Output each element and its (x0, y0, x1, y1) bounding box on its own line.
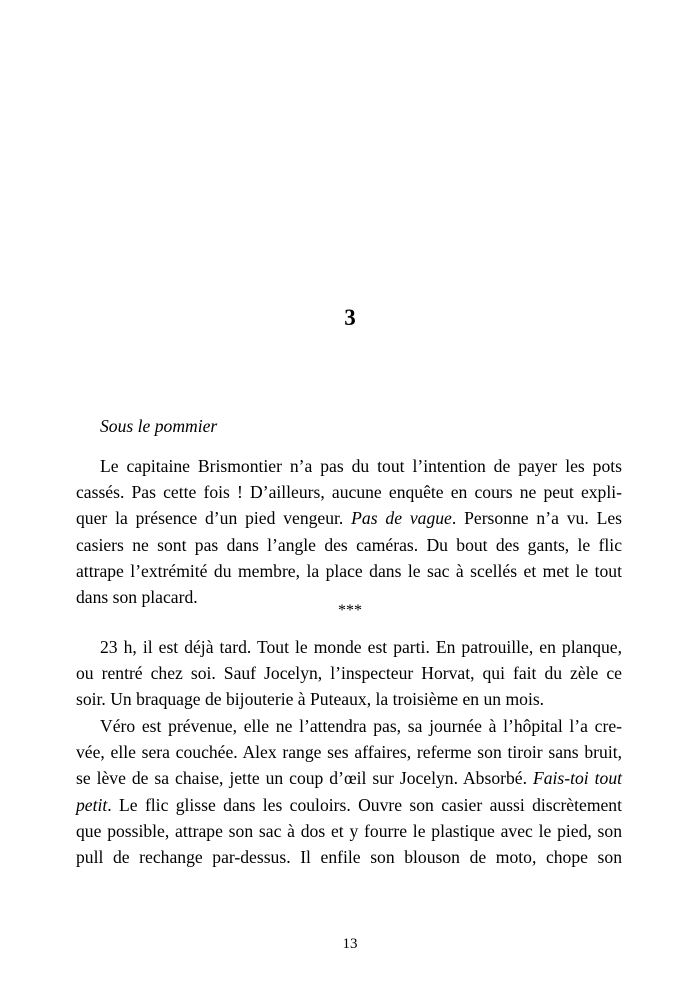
italic-phrase: Fais-toi tout (532, 768, 623, 789)
text-line (76, 792, 622, 818)
page-number: 13 (342, 936, 358, 952)
text-line: casiers ne sont pas dans l’angle des caméras. Du bout des gants, le flic (76, 534, 622, 555)
text-line: attrape l’extrémité du membre, la place dans le sac à scellés et met le tout (76, 560, 622, 581)
text-line: 23 h, il est déjà tard. Tout le monde est parti. En patrouille, en planque, (100, 637, 622, 657)
text-line: que possible, attrape son sac à dos et y fourre le plastique avec le pied, son (76, 820, 622, 841)
paragraph-2 (76, 634, 622, 713)
section-separator: *** (338, 602, 362, 619)
chapter-subtitle: Sous le pommier (100, 416, 218, 436)
paragraph-1 (76, 453, 622, 610)
text-span: se lève de sa chaise, jette un coup d’œil sur Jocelyn. Absorbé. (76, 768, 527, 789)
text-line: cassés. Pas cette fois ! D’ailleurs, aucune enquête en cours ne peut expli- (76, 482, 622, 503)
text-line: pull de rechange par-dessus. Il enfile son blouson de moto, chope son (76, 847, 622, 868)
text-span: . Le flic glisse dans les couloirs. Ouvre son casier aussi discrètement (107, 794, 622, 815)
text-line (76, 505, 622, 531)
chapter-number: 3 (344, 305, 356, 330)
text-line: soir. Un braquage de bijouterie à Puteaux, la troisième en un mois. (76, 689, 545, 710)
text-line: ou rentré chez soi. Sauf Jocelyn, l’inspecteur Horvat, qui fait du zèle ce (76, 663, 622, 684)
text-line: Véro est prévenue, elle ne l’attendra pas, sa journée à l’hôpital l’a cre- (100, 716, 622, 736)
text-span: quer la présence d’un pied vengeur. (76, 508, 344, 529)
text-span: . Personne n’a vu. Les (451, 508, 622, 529)
text-line: dans son placard. (76, 587, 198, 608)
text-line: Le capitaine Brismontier n’a pas du tout l’intention de payer les pots (100, 456, 622, 476)
italic-phrase: petit (76, 794, 108, 815)
text-line (76, 765, 622, 791)
paragraph-3 (76, 713, 622, 870)
text-line: vée, elle sera couchée. Alex range ses affaires, referme son tiroir sans bruit, (76, 742, 622, 763)
italic-phrase: Pas de vague (351, 508, 452, 529)
